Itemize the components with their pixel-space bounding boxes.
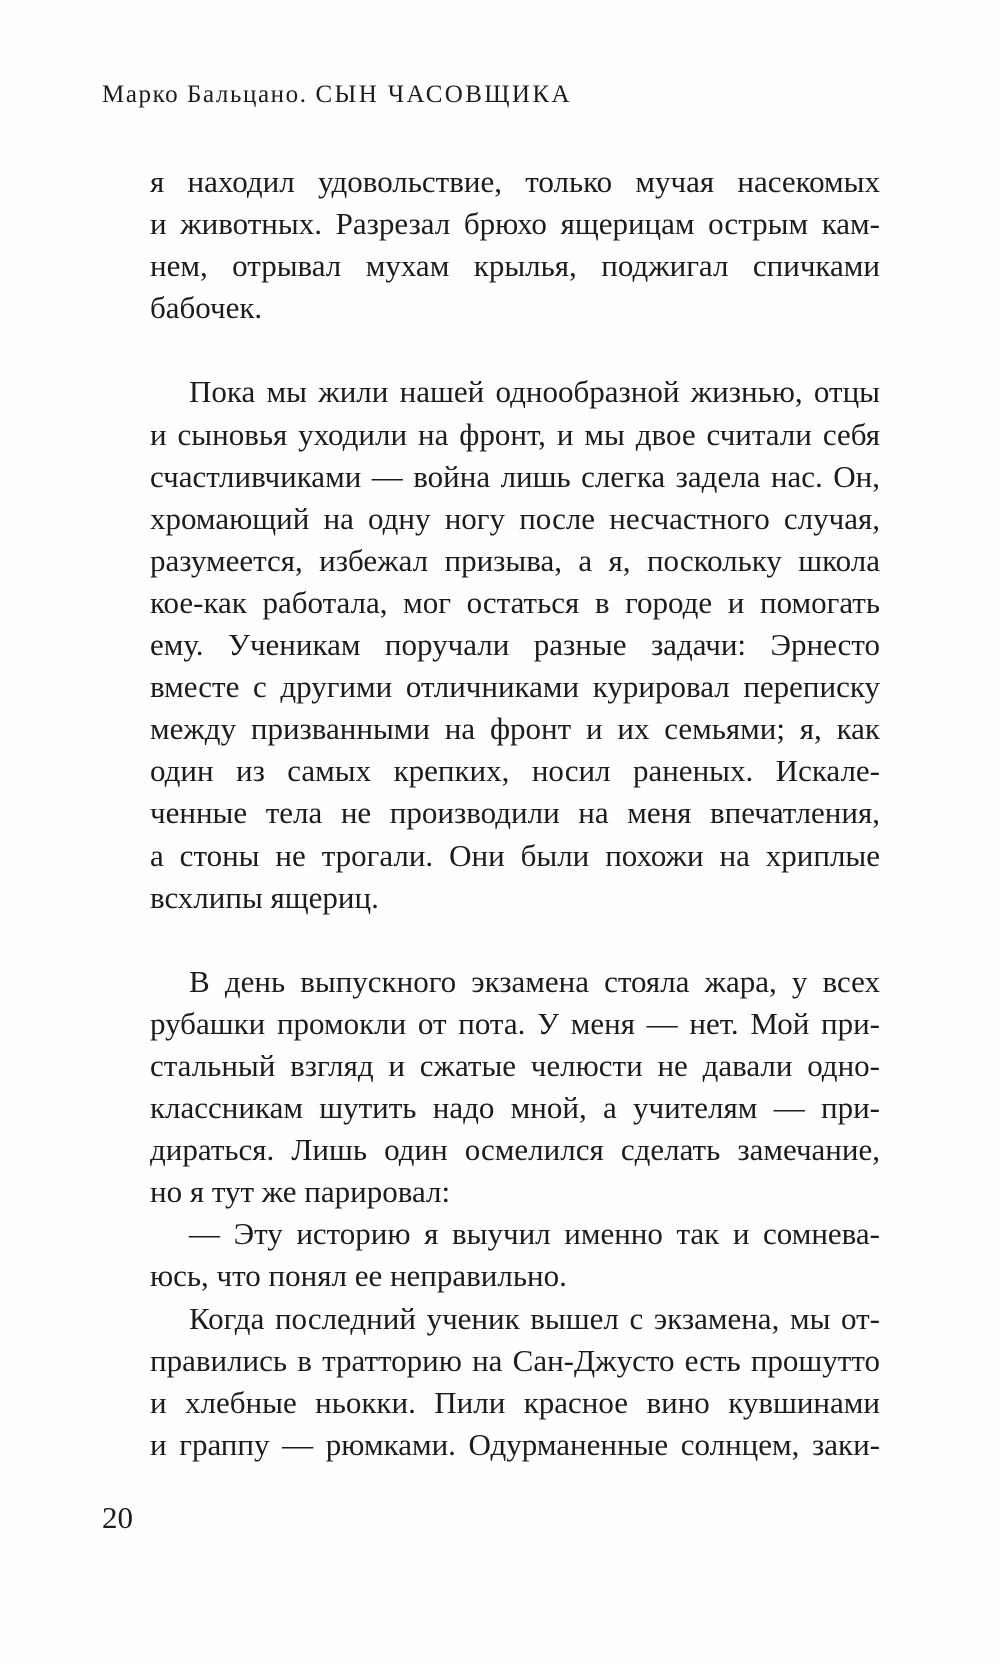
- text-line: всхлипы ящериц.: [150, 879, 379, 915]
- text-line: стальный взгляд и сжатые челюсти не давали одно-: [150, 1047, 880, 1083]
- text-line: а стоны не трогали. Они были похожи на хриплые: [150, 837, 880, 873]
- text-line: один из самых крепких, носил раненых. Искале-: [150, 753, 880, 789]
- text-line: кое-как работала, мог остаться в городе и помогать: [150, 584, 880, 620]
- text-line: ченные тела не производили на меня впечатления,: [150, 795, 880, 831]
- dialogue-line: — Эту историю я выучил именно так и сомнева-: [189, 1216, 880, 1252]
- section-break: [150, 919, 880, 961]
- text-line: дираться. Лишь один осмелился сделать замечание,: [150, 1132, 880, 1168]
- text-line: я находил удовольствие, только мучая насекомых: [150, 164, 880, 199]
- text-line: классникам шутить надо мной, а учителям — при-: [150, 1090, 880, 1126]
- text-line: ему. Ученикам поручали разные задачи: Эрнесто: [150, 627, 880, 663]
- text-line: вместе с другими отличниками курировал переписку: [150, 669, 880, 705]
- text-line: и граппу — рюмками. Одурманенные солнцем, заки-: [150, 1426, 880, 1462]
- text-line: хромающий на одну ногу после несчастного случая,: [150, 500, 880, 536]
- section-break: [150, 329, 880, 371]
- text-line: правились в тратторию на Сан-Джусто есть прошутто: [150, 1342, 880, 1378]
- dialogue-line: юсь, что понял ее неправильно.: [150, 1258, 567, 1294]
- text-line: Пока мы жили нашей однообразной жизнью, отцы: [189, 374, 880, 410]
- text-line: и животных. Разрезал брюхо ящерицам острым кам-: [150, 206, 880, 242]
- body-text: [150, 161, 880, 1466]
- text-line: разумеется, избежал призыва, а я, поскольку школа: [150, 542, 880, 578]
- text-line: и сыновья уходили на фронт, и мы двое считали себя: [150, 416, 880, 452]
- running-head-title: СЫН ЧАСОВЩИКА: [315, 81, 572, 108]
- text-line: бабочек.: [150, 290, 263, 326]
- text-line: но я тут же парировал:: [150, 1174, 451, 1210]
- page-number: 20: [102, 1500, 133, 1535]
- text-line: Когда последний ученик вышел с экзамена, мы от-: [189, 1300, 880, 1336]
- text-line: В день выпускного экзамена стояла жара, у всех: [189, 963, 880, 999]
- text-line: рубашки промокли от пота. У меня — нет. Мой при-: [150, 1005, 880, 1041]
- text-line: между призванными на фронт и их семьями; я, как: [150, 711, 880, 747]
- text-line: счастливчиками — война лишь слегка задела нас. Он,: [150, 458, 880, 494]
- running-head-author: Марко Бальцано.: [102, 81, 308, 108]
- text-line: нем, отрывал мухам крылья, поджигал спичками: [150, 248, 880, 284]
- text-line: и хлебные ньокки. Пили красное вино кувшинами: [150, 1384, 880, 1420]
- running-head: [102, 81, 572, 109]
